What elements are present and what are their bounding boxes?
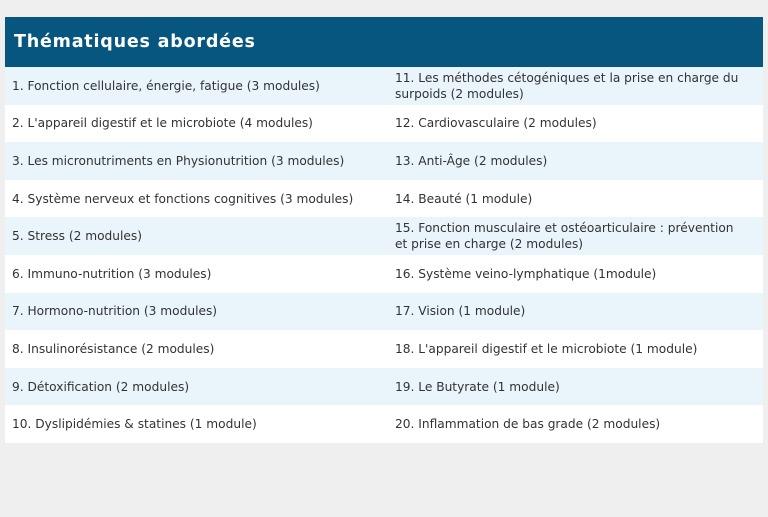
topic-item: 4. Système nerveux et fonctions cognitives (3 modules) bbox=[12, 191, 354, 206]
topic-item: 16. Système veino-lymphatique (1module) bbox=[395, 266, 657, 281]
topics-header bbox=[5, 17, 763, 67]
table-row bbox=[5, 142, 763, 180]
table-row bbox=[5, 330, 763, 368]
topic-item: 20. Inflammation de bas grade (2 modules) bbox=[395, 417, 661, 432]
table-row bbox=[5, 405, 763, 443]
topic-item: 17. Vision (1 module) bbox=[395, 304, 526, 319]
table-row bbox=[5, 105, 763, 143]
table-row bbox=[5, 293, 763, 331]
topic-item: 18. L'appareil digestif et le microbiote (1 module) bbox=[395, 341, 698, 356]
topic-item: 12. Cardiovasculaire (2 modules) bbox=[395, 116, 597, 131]
topic-item: 3. Les micronutriments en Physionutrition (3 modules) bbox=[12, 153, 345, 168]
topic-item: 10. Dyslipidémies & statines (1 module) bbox=[12, 417, 257, 432]
topic-item: 7. Hormono-nutrition (3 modules) bbox=[12, 304, 218, 319]
topic-item: 8. Insulinorésistance (2 modules) bbox=[12, 341, 215, 356]
topic-item: 15. Fonction musculaire et ostéoarticulaire : prévention et prise en charge (2 modules) bbox=[395, 221, 734, 252]
topic-item: 19. Le Butyrate (1 module) bbox=[395, 379, 560, 394]
topic-item: 2. L'appareil digestif et le microbiote (4 modules) bbox=[12, 116, 313, 131]
topic-item: 9. Détoxification (2 modules) bbox=[12, 379, 190, 394]
table-row bbox=[5, 180, 763, 218]
topic-item: 6. Immuno-nutrition (3 modules) bbox=[12, 266, 212, 281]
topics-title: Thématiques abordées bbox=[14, 32, 256, 52]
topic-item: 11. Les méthodes cétogéniques et la prise en charge du surpoids (2 modules) bbox=[395, 70, 739, 101]
table-row bbox=[5, 368, 763, 406]
topic-item: 1. Fonction cellulaire, énergie, fatigue (3 modules) bbox=[12, 78, 320, 93]
topics-card bbox=[5, 17, 763, 443]
table-row bbox=[5, 67, 763, 105]
table-row bbox=[5, 217, 763, 255]
topic-item: 5. Stress (2 modules) bbox=[12, 229, 142, 244]
topic-item: 14. Beauté (1 module) bbox=[395, 191, 533, 206]
table-row bbox=[5, 255, 763, 293]
topic-item: 13. Anti-Âge (2 modules) bbox=[395, 153, 548, 168]
topics-table bbox=[5, 67, 763, 443]
